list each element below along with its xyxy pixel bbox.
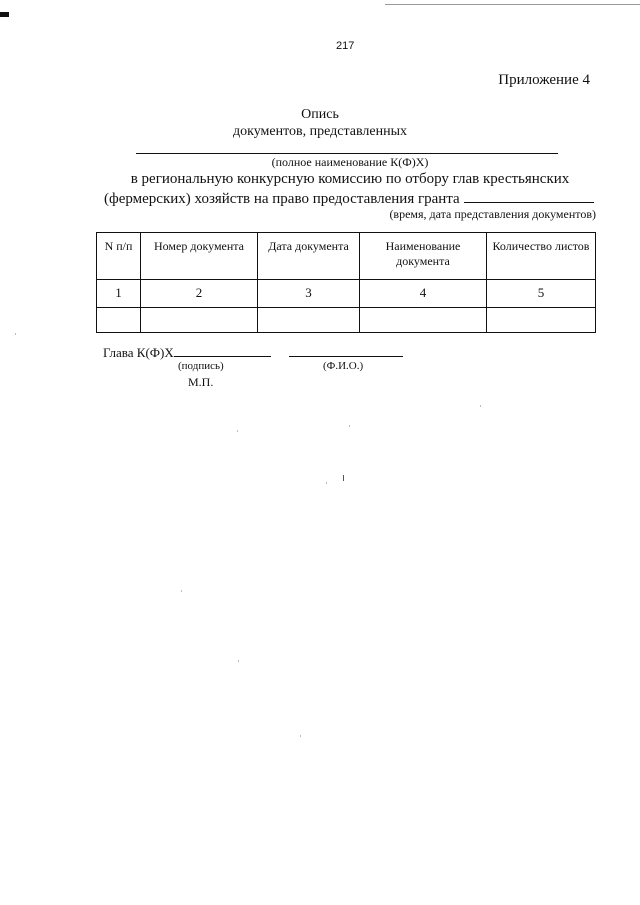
scan-speck (300, 735, 301, 737)
scan-speck (349, 425, 350, 427)
document-subtitle: документов, представленных (232, 124, 408, 139)
documents-table (96, 232, 596, 333)
header-cell-doc-number: Номер документа (141, 233, 258, 280)
appendix-label: Приложение 4 (498, 72, 590, 88)
table-header-row (97, 233, 596, 280)
scan-speck (237, 430, 238, 432)
scan-speck (480, 405, 481, 407)
page-number: 217 (336, 40, 355, 52)
body-text-line-2-text: (фермерских) хозяйств на право предоставления гранта (104, 191, 460, 207)
table-row-empty (97, 308, 596, 333)
head-label-text: Глава К(Ф)Х (103, 345, 174, 360)
signature-head-label (103, 345, 271, 361)
document-title: Опись (301, 107, 339, 122)
table-cell-empty (258, 308, 360, 333)
header-cell-doc-date: Дата документа (258, 233, 360, 280)
table-cell: 3 (258, 280, 360, 308)
stamp-placeholder: М.П. (188, 375, 214, 389)
header-cell-doc-name: Наименование документа (360, 233, 487, 280)
table-cell: 2 (141, 280, 258, 308)
table-cell-empty (141, 308, 258, 333)
caption-time-date: (время, дата представления документов) (389, 207, 596, 221)
caption-full-name: (полное наименование К(Ф)Х) (271, 155, 429, 169)
scan-speck (181, 590, 182, 592)
table-cell: 1 (97, 280, 141, 308)
scan-speck (15, 333, 16, 335)
body-text-line-1: в региональную конкурсную комиссию по отбору глав крестьянских (130, 171, 570, 187)
header-cell-sheet-count: Количество листов (487, 233, 596, 280)
table-row-numbering (97, 280, 596, 308)
signature-fill-line (174, 345, 271, 357)
scan-corner-mark (0, 12, 9, 17)
body-text-line-2 (104, 190, 594, 208)
scan-speck (326, 482, 327, 484)
scan-speck (238, 660, 239, 662)
table-cell: 5 (487, 280, 596, 308)
header-cell-number: N п/п (97, 233, 141, 280)
caption-signature: (подпись) (178, 360, 224, 372)
table-cell-empty (487, 308, 596, 333)
scan-top-line (385, 4, 640, 5)
name-fill-line (136, 153, 558, 154)
table-cell: 4 (360, 280, 487, 308)
caption-fio: (Ф.И.О.) (323, 360, 364, 372)
table-cell-empty (97, 308, 141, 333)
date-fill-line (464, 190, 594, 203)
table-cell-empty (360, 308, 487, 333)
fio-fill-line (289, 356, 403, 357)
scan-speck (343, 475, 344, 481)
